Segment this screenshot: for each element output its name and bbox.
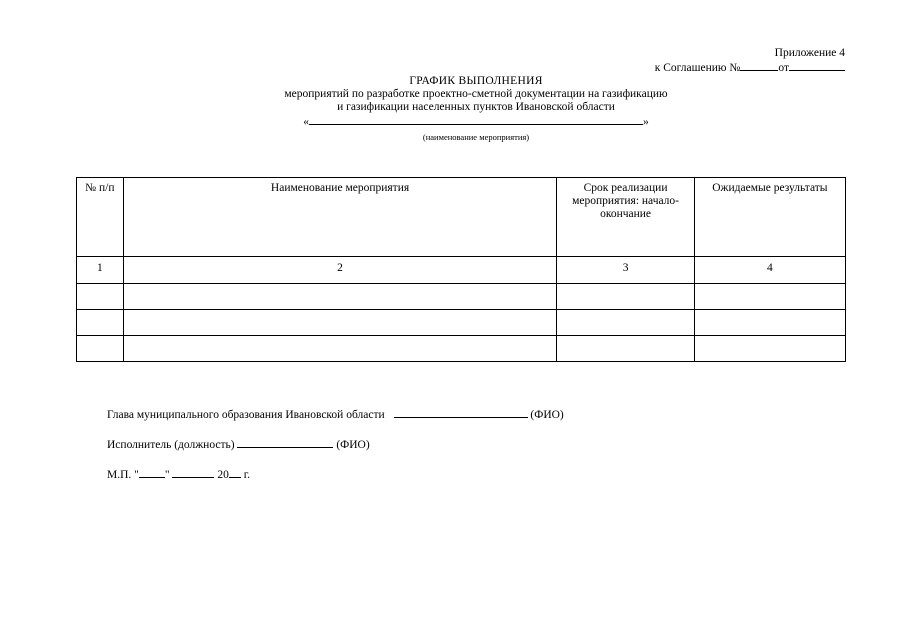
table-cell[interactable] bbox=[123, 310, 557, 336]
head-signature-line bbox=[107, 407, 564, 421]
head-signature-blank[interactable] bbox=[394, 407, 528, 418]
stamp-mid: " bbox=[164, 469, 170, 481]
table-cell[interactable] bbox=[694, 284, 845, 310]
table-cell[interactable] bbox=[77, 336, 124, 362]
column-numbers-row bbox=[77, 257, 846, 284]
header-activity-name: Наименование мероприятия bbox=[123, 178, 557, 257]
stamp-year: 20 bbox=[217, 469, 229, 481]
stamp-month-blank[interactable] bbox=[172, 467, 214, 478]
document-subtitle-line2: и газификации населенных пунктов Ивановской области bbox=[337, 101, 615, 113]
schedule-table bbox=[76, 177, 846, 362]
table-cell[interactable] bbox=[77, 310, 124, 336]
table-cell[interactable] bbox=[123, 284, 557, 310]
agreement-date-blank bbox=[789, 60, 845, 71]
agreement-reference bbox=[655, 60, 845, 75]
executor-signature-blank[interactable] bbox=[237, 437, 333, 448]
column-number-1: 1 bbox=[77, 257, 124, 284]
activity-name-hint: (наименование мероприятия) bbox=[422, 132, 530, 142]
executor-fio: (ФИО) bbox=[336, 439, 370, 451]
table-cell[interactable] bbox=[557, 284, 694, 310]
header-timeline: Срок реализации мероприятия: начало-окончание bbox=[557, 178, 694, 257]
appendix-header bbox=[655, 46, 845, 75]
table-cell[interactable] bbox=[123, 336, 557, 362]
activity-name-blank bbox=[309, 114, 643, 125]
title-block bbox=[0, 75, 905, 144]
quote-close: » bbox=[643, 116, 649, 128]
table-row bbox=[77, 310, 846, 336]
stamp-date-line bbox=[107, 467, 250, 481]
header-expected-results: Ожидаемые результаты bbox=[694, 178, 845, 257]
executor-signature-line bbox=[107, 437, 370, 451]
column-number-2: 2 bbox=[123, 257, 557, 284]
quote-open: « bbox=[303, 116, 309, 128]
agreement-prefix: к Соглашению № bbox=[654, 62, 741, 74]
column-number-4: 4 bbox=[694, 257, 845, 284]
header-number: № п/п bbox=[77, 178, 124, 257]
table-cell[interactable] bbox=[694, 336, 845, 362]
activity-name-line bbox=[0, 114, 905, 129]
appendix-number: Приложение 4 bbox=[774, 47, 845, 59]
executor-label: Исполнитель (должность) bbox=[107, 439, 235, 451]
stamp-day-blank[interactable] bbox=[139, 467, 165, 478]
head-label: Глава муниципального образования Ивановской области bbox=[107, 409, 385, 421]
table-row bbox=[77, 336, 846, 362]
column-number-3: 3 bbox=[557, 257, 694, 284]
stamp-year-blank[interactable] bbox=[229, 467, 241, 478]
table-row bbox=[77, 284, 846, 310]
agreement-from: от bbox=[778, 62, 789, 74]
head-fio: (ФИО) bbox=[530, 409, 564, 421]
stamp-prefix: М.П. " bbox=[107, 469, 139, 481]
table-cell[interactable] bbox=[557, 310, 694, 336]
table-cell[interactable] bbox=[77, 284, 124, 310]
table-cell[interactable] bbox=[694, 310, 845, 336]
document-title: ГРАФИК ВЫПОЛНЕНИЯ bbox=[409, 75, 543, 87]
stamp-suffix: г. bbox=[243, 469, 250, 481]
table-header-row bbox=[77, 178, 846, 257]
table-cell[interactable] bbox=[557, 336, 694, 362]
agreement-number-blank bbox=[740, 60, 778, 71]
document-subtitle-line1: мероприятий по разработке проектно-сметной документации на газификацию bbox=[284, 88, 668, 100]
